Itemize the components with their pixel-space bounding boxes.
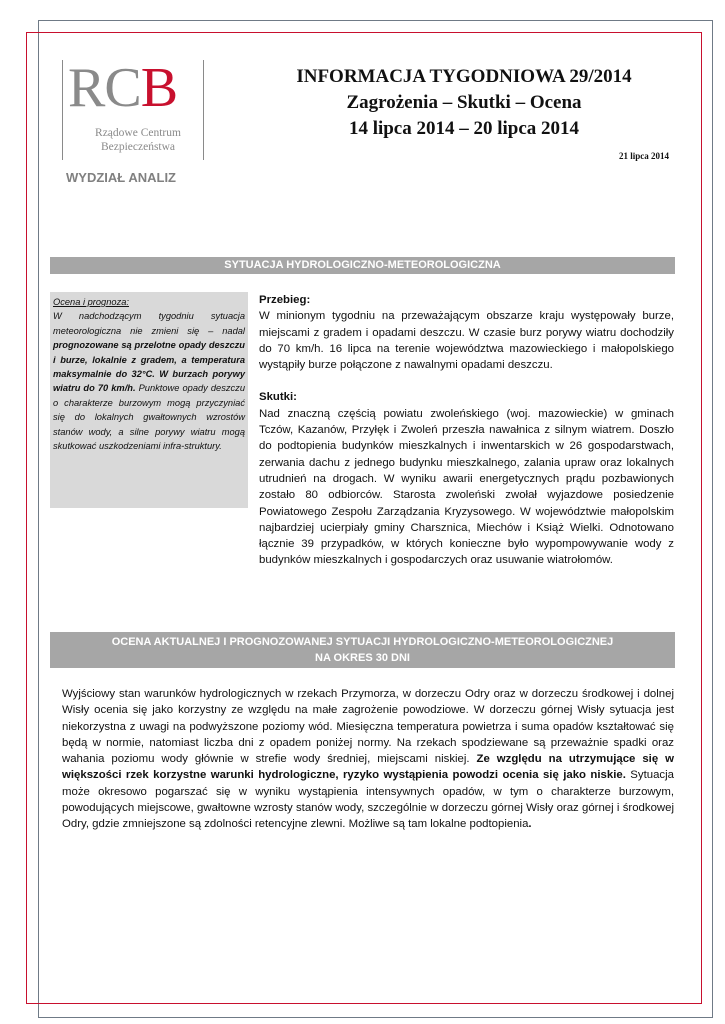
logo-right-rule	[203, 60, 204, 160]
logo-subtitle	[88, 126, 188, 154]
logo-letters	[68, 58, 177, 118]
title-line2: Zagrożenia – Skutki – Ocena	[346, 92, 582, 113]
sidebar-rest: Punktowe opady deszczu o charakterze burzowym mogą przyczyniać się do lokalnych gwałtownych wzrostów stanów wody, a silne porywy wiatru mogą skutkować uszkodzeniami infra-struktury.	[53, 383, 245, 452]
skutki-text: Nad znaczną częścią powiatu zwoleńskiego (woj. mazowieckie) w gminach Tczów, Kazanów, Przyłęk i Zwoleń przeszła nawałnica z silnym wiatrem. Doszło do podtopienia budynków mieszkalnych i inwentarskich w 26 gospodarstwach, zerwania dachu z jednego budynku mieszkalnego, zalania upraw oraz lokalnych utrudnień na drogach. W wyniku awarii energetycznych prądu pozbawionych zostało 80 odbiorców. Starosta zwoleński zwołał wyjazdowe posiedzenie Powiatowego Zespołu Zarządzania Kryzysowego. W województwie małopolskim najbardziej ucierpiały gminy Charsznica, Miechów i Książ Wielki. Odnotowano łącznie 39 przypadków, w których konieczne było wypompowywanie wody z budynków mieszkalnych i gospodarczych oraz usuwanie wiatrołomów.	[259, 407, 674, 567]
section2-heading-line2: NA OKRES 30 DNI	[315, 652, 410, 664]
section2-text-b: Sytuacja może okresowo pogarszać się w wyniku wystąpienia intensywnych opadów, w tym o charakterze burzowym, powodujących miejscowe, gwałtowne wzrosty stanów wody, szczególnie w dorzeczu górnej Wisły oraz górnej i środkowej Odry, gdzie zmniejszone są zdolności retencyjne zlewni. Możliwe są tam lokalne podtopienia	[62, 769, 674, 831]
sidebar-header: Ocena i prognoza:	[53, 297, 129, 307]
logo-rc: RC	[68, 57, 141, 119]
department-label: WYDZIAŁ ANALIZ	[66, 170, 176, 185]
skutki-heading: Skutki:	[259, 391, 297, 404]
section1-main	[259, 292, 674, 569]
section2-text-a: Wyjściowy stan warunków hydrologicznych w rzekach Przymorza, w dorzeczu Odry oraz w dorzeczu środkowej i dolnej Wisły ocenia się jako korzystny ze względu na małe zagrożenie powodziowe. W dorzeczu górnej Wisły sytuacja jest niekorzystna z uwagi na podwyższone poziomy wód. Miesięczna temperatura powietrza i suma opadów kształtować się będą w normie, natomiast liczba dni z opadem poniżej normy. Na rzekach spodziewane są przeważnie spadki oraz wahania poziomu wody głównie w strefie wody średniej, miejscami niskiej.	[62, 688, 674, 766]
section2-heading	[50, 632, 675, 668]
title-line1: INFORMACJA TYGODNIOWA 29/2014	[296, 66, 632, 87]
document-title	[230, 64, 698, 142]
logo-line2: Bezpieczeństwa	[100, 141, 176, 153]
section1-heading: SYTUACJA HYDROLOGICZNO-METEOROLOGICZNA	[50, 257, 675, 274]
sidebar-bold: prognozowane są przelotne opady deszczu i burze, lokalnie z gradem, a temperatura maksymalnie do 32°C. W burzach porywy wiatru do 70 km/h.	[53, 340, 245, 394]
przebieg-text: W minionym tygodniu na przeważającym obszarze kraju występowały burze, miejscami z gradem i opadami deszczu. W czasie burz porywy wiatru dochodziły do 70 km/h. 16 lipca na terenie województwa mazowieckiego i małopolskiego wystąpiły burze połączone z nawalnymi opadami deszczu.	[259, 310, 674, 372]
logo-b: B	[140, 57, 178, 119]
section2-text-end: .	[528, 818, 532, 831]
section2-text-bold: Ze względu na utrzymujące się w większości rzek korzystne warunki hydrologiczne, ryzyko wystąpienia powodzi ocenia się jako niskie.	[62, 753, 674, 782]
przebieg-heading: Przebieg:	[259, 294, 311, 306]
logo-line1: Rządowe Centrum	[95, 127, 181, 139]
title-line3: 14 lipca 2014 – 20 lipca 2014	[348, 118, 580, 139]
sidebar-intro: W nadchodzącym tygodniu sytuacja meteorologiczna nie zmieni się – nadal	[53, 311, 245, 336]
section2-paragraph	[62, 686, 674, 833]
forecast-sidebar	[50, 292, 248, 508]
issue-date: 21 lipca 2014	[618, 151, 669, 161]
logo-left-rule	[62, 60, 63, 160]
rcb-logo	[62, 54, 204, 160]
section2-heading-line1: OCENA AKTUALNEJ I PROGNOZOWANEJ SYTUACJI HYDROLOGICZNO-METEOROLOGICZNEJ	[111, 636, 614, 648]
